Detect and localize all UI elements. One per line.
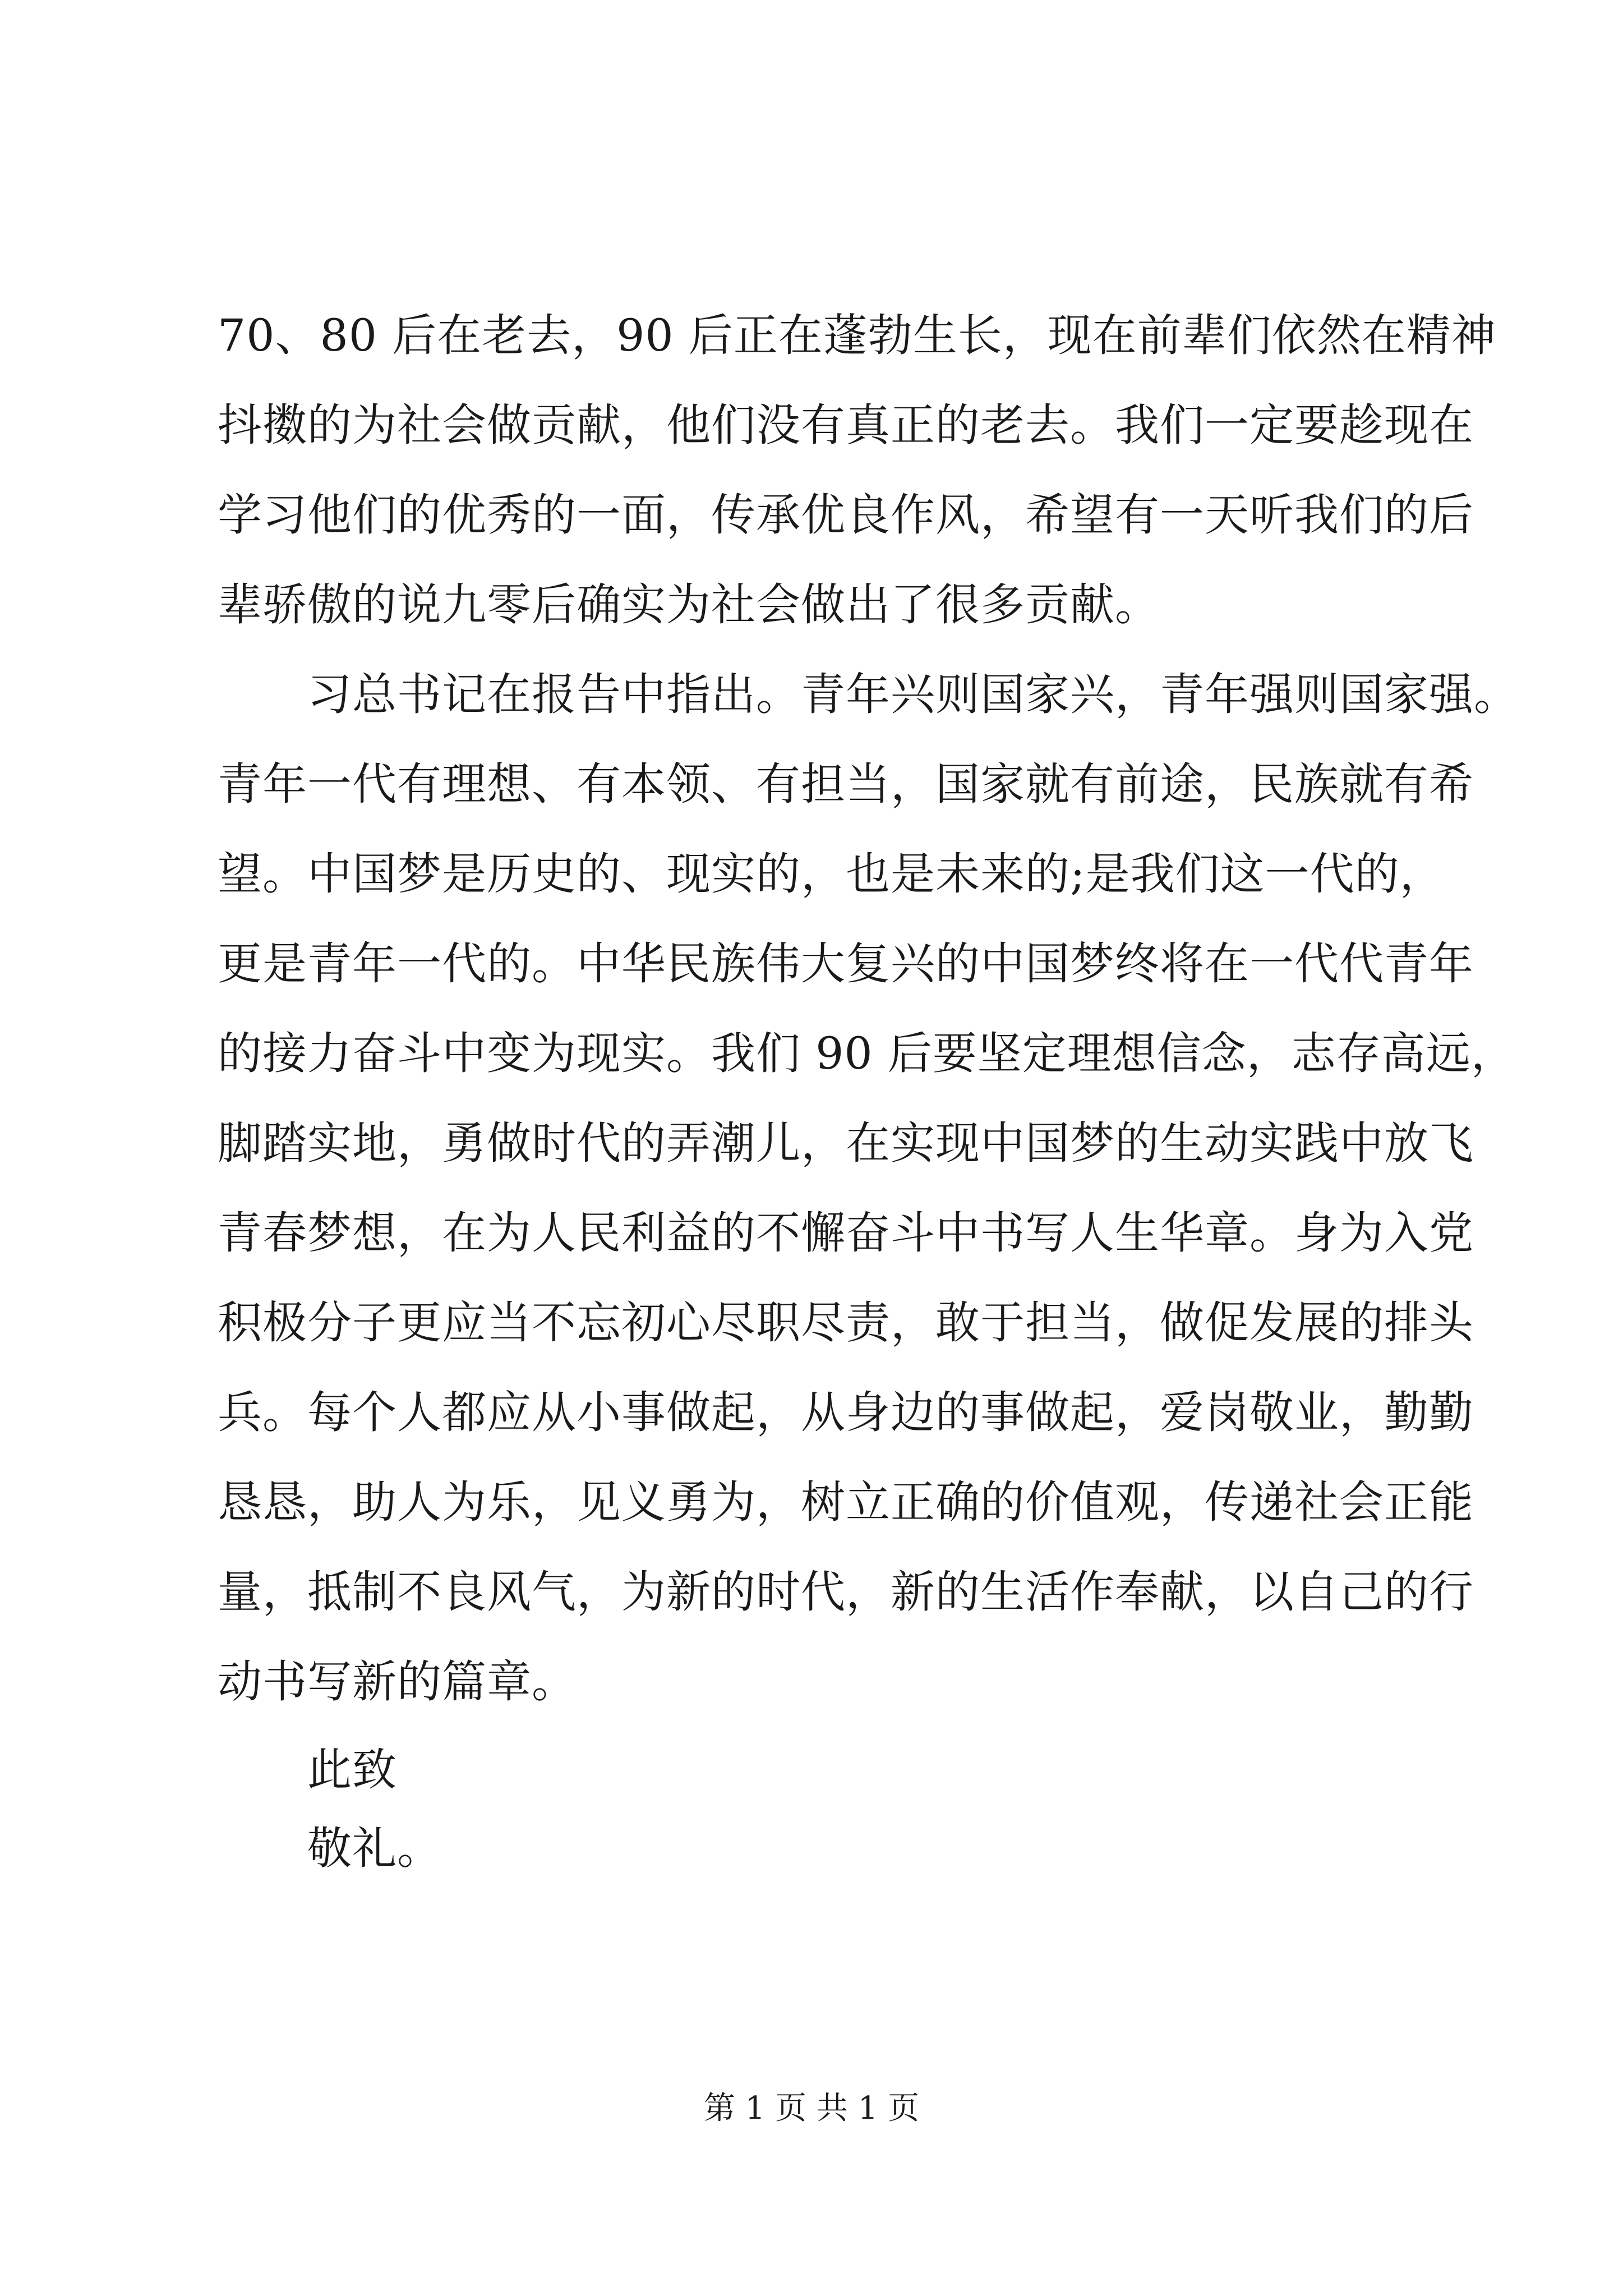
body-text-line: 更是青年一代的。中华民族伟大复兴的中国梦终将在一代代青年 xyxy=(218,938,1474,990)
body-text-line: 学习他们的优秀的一面，传承优良作风，希望有一天听我们的后 xyxy=(218,489,1474,541)
body-text-line: 习总书记在报告中指出。青年兴则国家兴，青年强则国家强。 xyxy=(307,669,1519,720)
page-footer: 第 1 页 共 1 页 xyxy=(703,2090,920,2127)
body-text-line: 望。中国梦是历史的、现实的，也是未来的;是我们这一代的， xyxy=(218,848,1445,900)
body-text-line: 恳恳，助人为乐，见义勇为，树立正确的价值观，传递社会正能 xyxy=(218,1476,1474,1528)
body-text-line: 的接力奋斗中变为现实。我们 90 后要坚定理想信念，志存高远， xyxy=(218,1028,1516,1079)
body-text-line: 70、80 后在老去，90 后正在蓬勃生长，现在前辈们依然在精神 xyxy=(218,310,1496,361)
body-text-line: 动书写新的篇章。 xyxy=(218,1656,577,1708)
body-text-line: 抖擞的为社会做贡献，他们没有真正的老去。我们一定要趁现在 xyxy=(218,399,1474,451)
body-text-line: 兵。每个人都应从小事做起，从身边的事做起，爱岗敬业，勤勤 xyxy=(218,1387,1474,1438)
body-text-line: 辈骄傲的说九零后确实为社会做出了很多贡献。 xyxy=(218,579,1160,631)
body-text-line: 积极分子更应当不忘初心尽职尽责，敢于担当，做促发展的排头 xyxy=(218,1297,1474,1349)
closing-salutation: 此致 xyxy=(307,1744,397,1796)
body-text-line: 量，抵制不良风气，为新的时代，新的生活作奉献，以自己的行 xyxy=(218,1566,1474,1618)
closing-regards: 敬礼。 xyxy=(307,1823,442,1874)
body-text-line: 脚踏实地，勇做时代的弄潮儿，在实现中国梦的生动实践中放飞 xyxy=(218,1117,1474,1169)
body-text-line: 青年一代有理想、有本领、有担当，国家就有前途，民族就有希 xyxy=(218,758,1474,810)
body-text-line: 青春梦想，在为人民利益的不懈奋斗中书写人生华章。身为入党 xyxy=(218,1207,1474,1259)
